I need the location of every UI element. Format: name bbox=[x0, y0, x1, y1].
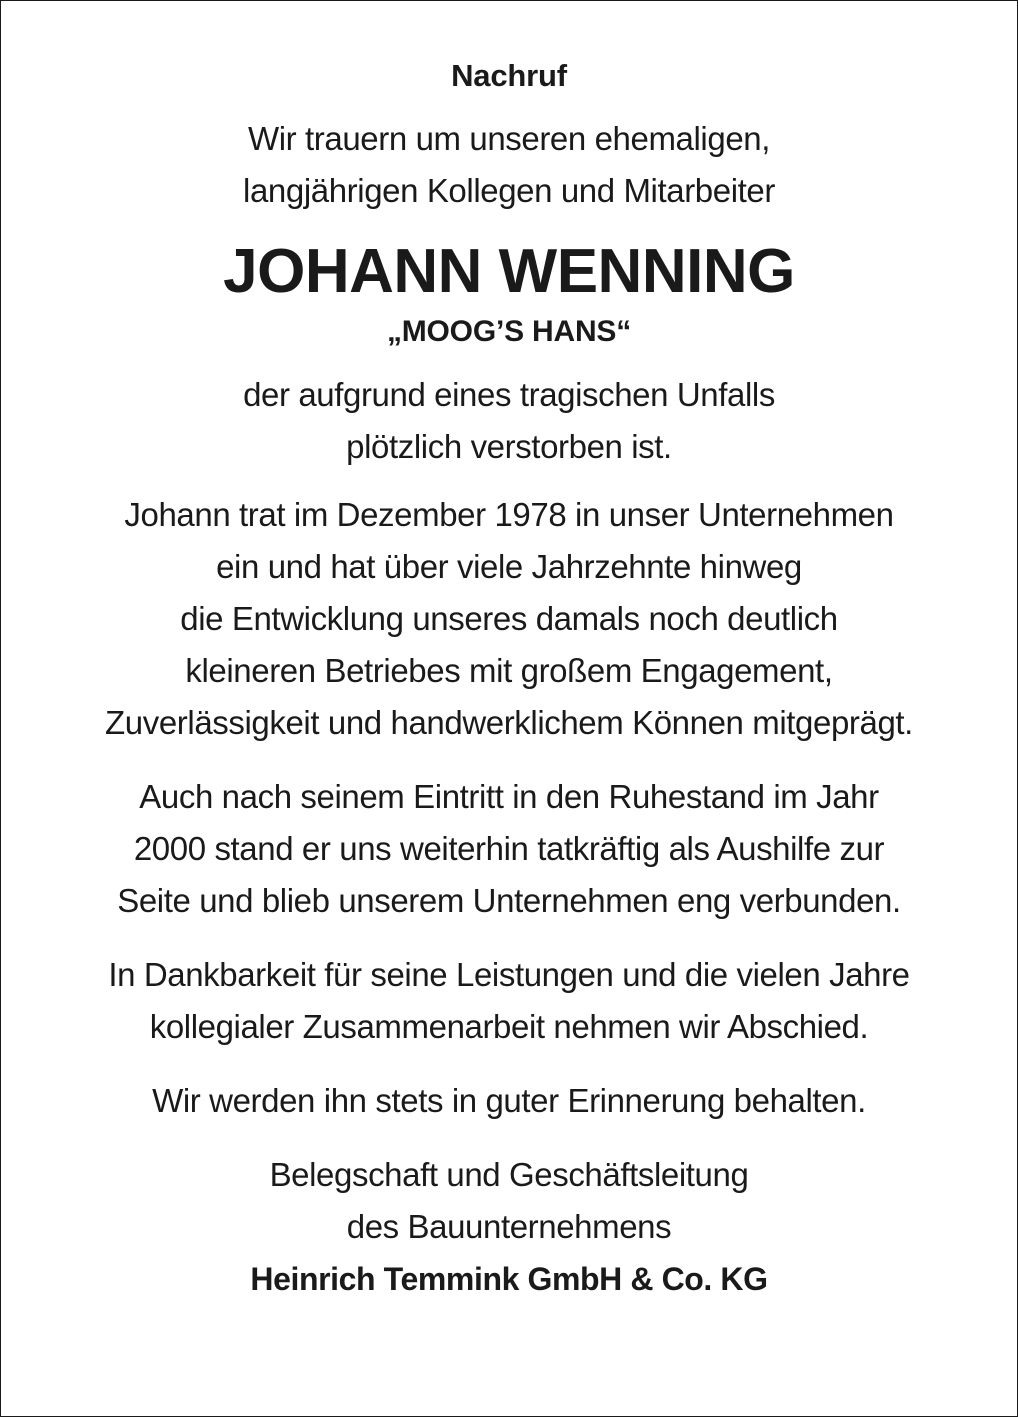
circumstances-paragraph bbox=[1, 369, 1017, 473]
career-line: kleineren Betriebes mit großem Engagement, bbox=[185, 652, 833, 689]
intro-line: langjährigen Kollegen und Mitarbeiter bbox=[243, 172, 775, 209]
career-paragraph bbox=[1, 489, 1017, 749]
signature-block bbox=[1, 1149, 1017, 1305]
intro-line: Wir trauern um unseren ehemaligen, bbox=[248, 120, 770, 157]
company-name: Heinrich Temmink GmbH & Co. KG bbox=[250, 1261, 768, 1297]
intro-paragraph bbox=[1, 113, 1017, 217]
obituary-content bbox=[1, 51, 1017, 1305]
career-line: ein und hat über viele Jahrzehnte hinweg bbox=[216, 548, 802, 585]
circumstances-line: der aufgrund eines tragischen Unfalls bbox=[243, 376, 775, 413]
signature-line: Belegschaft und Geschäftsleitung bbox=[269, 1156, 749, 1193]
heading: Nachruf bbox=[451, 58, 567, 93]
circumstances-line: plötzlich verstorben ist. bbox=[346, 428, 672, 465]
gratitude-line: kollegialer Zusammenarbeit nehmen wir Abschied. bbox=[149, 1008, 869, 1045]
deceased-nickname: „MOOG’S HANS“ bbox=[386, 315, 632, 348]
retirement-paragraph bbox=[1, 771, 1017, 927]
career-line: Zuverlässigkeit und handwerklichem Können mitgeprägt. bbox=[105, 704, 913, 741]
career-line: die Entwicklung unseres damals noch deutlich bbox=[180, 600, 838, 637]
signature-line: des Bauunternehmens bbox=[346, 1208, 672, 1245]
retirement-line: Seite und blieb unserem Unternehmen eng verbunden. bbox=[117, 882, 901, 919]
retirement-line: Auch nach seinem Eintritt in den Ruhestand im Jahr bbox=[139, 778, 879, 815]
remembrance-line: Wir werden ihn stets in guter Erinnerung behalten. bbox=[152, 1082, 866, 1119]
gratitude-paragraph bbox=[1, 949, 1017, 1053]
deceased-name: JOHANN WENNING bbox=[223, 237, 795, 306]
retirement-line: 2000 stand er uns weiterhin tatkräftig als Aushilfe zur bbox=[133, 830, 885, 867]
gratitude-line: In Dankbarkeit für seine Leistungen und die vielen Jahre bbox=[108, 956, 910, 993]
career-line: Johann trat im Dezember 1978 in unser Unternehmen bbox=[124, 496, 894, 533]
